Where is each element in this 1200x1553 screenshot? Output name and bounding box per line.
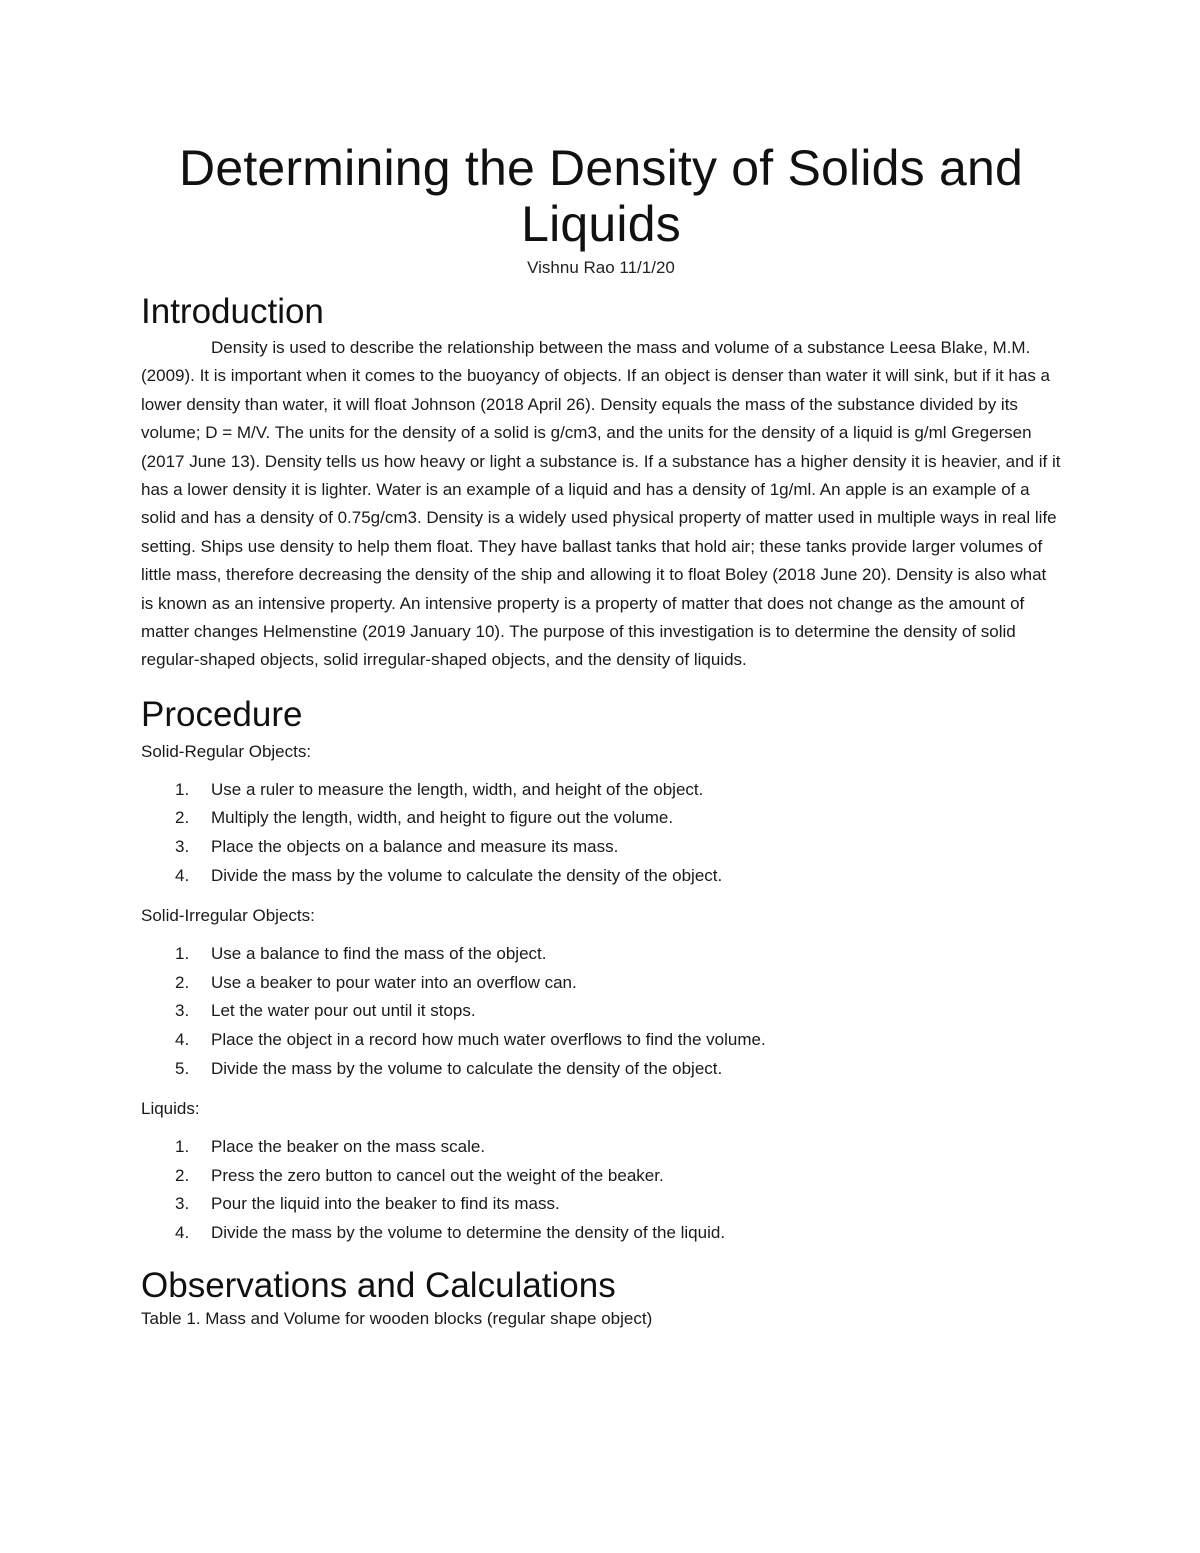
step-number: 2. xyxy=(175,808,190,828)
step-number: 5. xyxy=(175,1058,190,1078)
steps-list xyxy=(141,940,1061,1083)
steps-list xyxy=(141,776,1061,890)
introduction-paragraph: Density is used to describe the relationship between the mass and volume of a substance Leesa Blake, M.M. (2009). It is important when it comes to the buoyancy of objects. If an object is denser than water it will sink, but if it has a lower density than water, it will float Johnson (2018 April 26). Density equals the mass of the substance divided by its volume; D = M/V. The units for the density of a solid is g/cm3, and the units for the density of a liquid is g/ml Gregersen (2017 June 13). Density tells us how heavy or light a substance is. If a substance has a higher density it is heavier, and if it has a lower density it is lighter. Water is an example of a liquid and has a density of 1g/ml. An apple is an example of a solid and has a density of 0.75g/cm3. Density is a widely used physical property of matter used in multiple ways in real life setting. Ships use density to help them float. They have ballast tanks that hold air; these tanks provide larger volumes of little mass, therefore decreasing the density of the ship and allowing it to float Boley (2018 June 20). Density is also what is known as an intensive property. An intensive property is a property of matter that does not change as the amount of matter changes Helmenstine (2019 January 10). The purpose of this investigation is to determine the density of solid regular-shaped objects, solid irregular-shaped objects, and the density of liquids. xyxy=(141,338,1061,670)
document-page xyxy=(141,140,1061,1330)
step-text: Press the zero button to cancel out the weight of the beaker. xyxy=(211,1165,664,1185)
list-item xyxy=(141,997,1061,1026)
list-item xyxy=(141,776,1061,805)
step-number: 3. xyxy=(175,1001,190,1021)
step-number: 1. xyxy=(175,1137,190,1157)
title-line-1: Determining the Density of Solids and xyxy=(179,140,1023,196)
step-number: 3. xyxy=(175,1194,190,1214)
step-number: 1. xyxy=(175,779,190,799)
list-item xyxy=(141,804,1061,833)
section-label: Solid-Regular Objects: xyxy=(141,741,312,761)
step-text: Place the beaker on the mass scale. xyxy=(211,1137,486,1157)
step-text: Use a ruler to measure the length, width, and height of the object. xyxy=(211,779,704,799)
step-text: Use a balance to find the mass of the object. xyxy=(211,944,547,964)
section-label: Liquids: xyxy=(141,1099,200,1119)
step-number: 2. xyxy=(175,972,190,992)
steps-list xyxy=(141,1133,1061,1247)
step-number: 2. xyxy=(175,1165,190,1185)
procedure-section-solid-irregular xyxy=(141,905,1061,1083)
document-title xyxy=(141,140,1061,252)
list-item xyxy=(141,940,1061,969)
step-number: 3. xyxy=(175,837,190,857)
list-item xyxy=(141,833,1061,862)
step-number: 1. xyxy=(175,944,190,964)
list-item xyxy=(141,1026,1061,1055)
step-text: Place the object in a record how much water overflows to find the volume. xyxy=(211,1030,766,1050)
step-text: Let the water pour out until it stops. xyxy=(211,1001,476,1021)
list-item xyxy=(141,862,1061,891)
list-item xyxy=(141,1219,1061,1248)
step-text: Divide the mass by the volume to determine the density of the liquid. xyxy=(211,1223,726,1242)
step-text: Use a beaker to pour water into an overflow can. xyxy=(211,972,577,992)
table-caption: Table 1. Mass and Volume for wooden blocks (regular shape object) xyxy=(141,1308,653,1328)
list-item xyxy=(141,1190,1061,1219)
author-date-line: Vishnu Rao 11/1/20 xyxy=(527,258,675,277)
step-number: 4. xyxy=(175,1223,190,1242)
procedure-section-liquids xyxy=(141,1098,1061,1247)
step-text: Multiply the length, width, and height to figure out the volume. xyxy=(211,808,674,828)
observations-heading: Observations and Calculations xyxy=(141,1265,616,1305)
title-line-2: Liquids xyxy=(521,196,681,252)
section-label: Solid-Irregular Objects: xyxy=(141,906,315,926)
introduction-heading: Introduction xyxy=(141,292,324,331)
list-item xyxy=(141,1055,1061,1084)
list-item xyxy=(141,1133,1061,1162)
list-item xyxy=(141,969,1061,998)
list-item xyxy=(141,1162,1061,1191)
procedure-heading: Procedure xyxy=(141,694,303,734)
step-number: 4. xyxy=(175,1030,190,1050)
step-number: 4. xyxy=(175,865,190,885)
step-text: Pour the liquid into the beaker to find its mass. xyxy=(211,1194,560,1214)
step-text: Place the objects on a balance and measure its mass. xyxy=(211,837,619,857)
procedure-section-solid-regular xyxy=(141,741,1061,890)
step-text: Divide the mass by the volume to calculate the density of the object. xyxy=(211,865,723,885)
step-text: Divide the mass by the volume to calculate the density of the object. xyxy=(211,1058,723,1078)
